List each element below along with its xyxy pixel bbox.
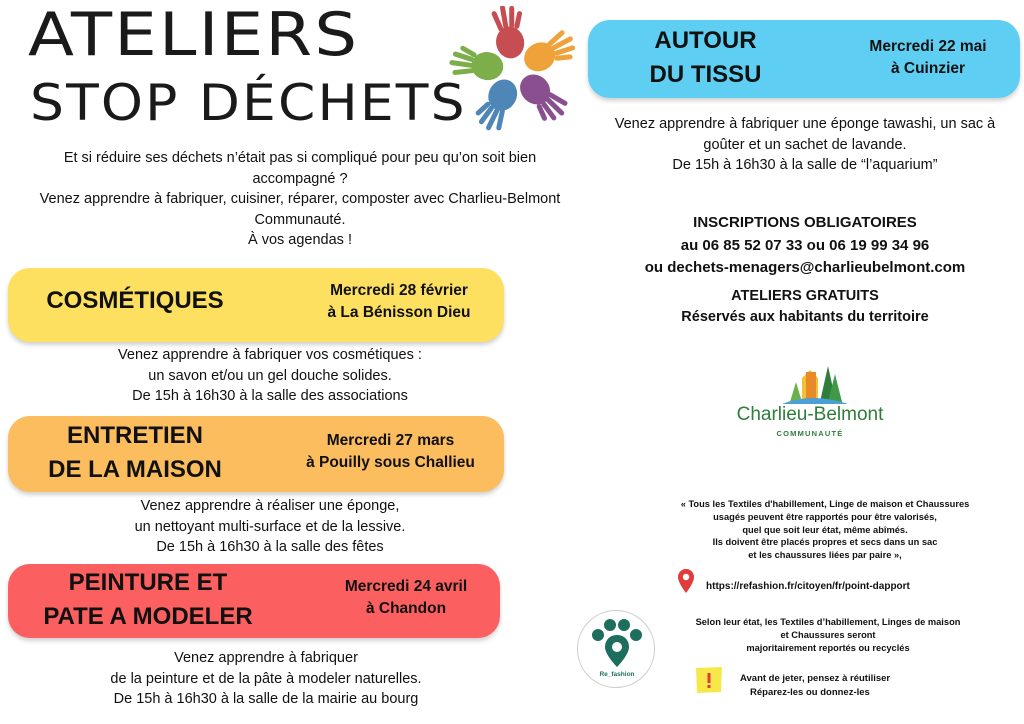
workshop-entretien-description: Venez apprendre à réaliser une éponge, un nettoyant multi-surface et de la lessive. De 15h à 16h30 à la salle des fêtes bbox=[134, 498, 406, 555]
workshop-tissu-banner: AUTOUR DU TISSU Mercredi 22 mai à Cuinzier bbox=[588, 20, 1020, 98]
workshop-entretien-banner: ENTRETIEN DE LA MAISON Mercredi 27 mars à Pouilly sous Challieu bbox=[8, 416, 504, 492]
workshop-peinture-description: Venez apprendre à fabriquer de la peinture et de la pâte à modeler naturelles. De 15h à 16h30 à la salle de la mairie au bourg bbox=[110, 650, 422, 707]
sticky-note-warning-icon bbox=[694, 665, 724, 695]
location-pin-icon bbox=[677, 568, 695, 594]
refashion-badge-label: Re_fashion bbox=[599, 671, 635, 678]
refashion-quote: « Tous les Textiles d'habillement, Linge de maison et Chaussures usagés peuvent être rapportés pour être valorisés, quel que soit leur état, même abîmés. Ils doivent être placés propres et secs dans un sac et les chaussures liées par paire », bbox=[680, 499, 970, 561]
refashion-link[interactable]: https://refashion.fr/citoyen/fr/point-dapport bbox=[706, 581, 910, 592]
logo-subtitle: COMMUNAUTÉ bbox=[776, 429, 844, 438]
refashion-etat-text: Selon leur état, les Textiles d’habillement, Linges de maison et Chaussures seront majoritairement reportés ou recyclés bbox=[695, 617, 961, 653]
charlieu-belmont-logo-icon bbox=[772, 362, 852, 406]
title-line-1: ATELIERS bbox=[28, 0, 360, 70]
title-line-2: STOP DÉCHETS bbox=[30, 74, 467, 132]
workshop-tissu-description: Venez apprendre à fabriquer une éponge tawashi, un sac à goûter et un sachet de lavande. De 15h à 16h30 à la salle de “l’aquarium” bbox=[614, 116, 996, 173]
logo-name: Charlieu-Belmont bbox=[736, 404, 884, 425]
colorful-hands-icon bbox=[440, 6, 590, 134]
avant-de-jeter-text: Avant de jeter, pensez à réutiliser Réparez-les ou donnez-les bbox=[740, 673, 891, 698]
ateliers-gratuits-block: ATELIERS GRATUITS Réservés aux habitants du territoire bbox=[681, 288, 929, 325]
inscriptions-block: INSCRIPTIONS OBLIGATOIRES au 06 85 52 07 33 ou 06 19 99 34 96 ou dechets-menagers@charlieubelmont.com bbox=[644, 214, 966, 276]
refashion-badge bbox=[577, 610, 655, 688]
intro-text: Et si réduire ses déchets n’était pas si compliqué pour peu qu’on soit bien accompagné ? Venez apprendre à fabriquer, cuisiner, réparer, composter avec Charlieu-Belmont Communauté. À vos agendas ! bbox=[39, 150, 561, 248]
workshop-peinture-banner: PEINTURE ET PATE A MODELER Mercredi 24 avril à Chandon bbox=[8, 564, 500, 638]
workshop-cosmetiques-banner: COSMÉTIQUES Mercredi 28 février à La Bénisson Dieu bbox=[8, 268, 504, 342]
workshop-cosmetiques-description: Venez apprendre à fabriquer vos cosmétiques : un savon et/ou un gel douche solides. De 15h à 16h30 à la salle des associations bbox=[118, 347, 422, 404]
